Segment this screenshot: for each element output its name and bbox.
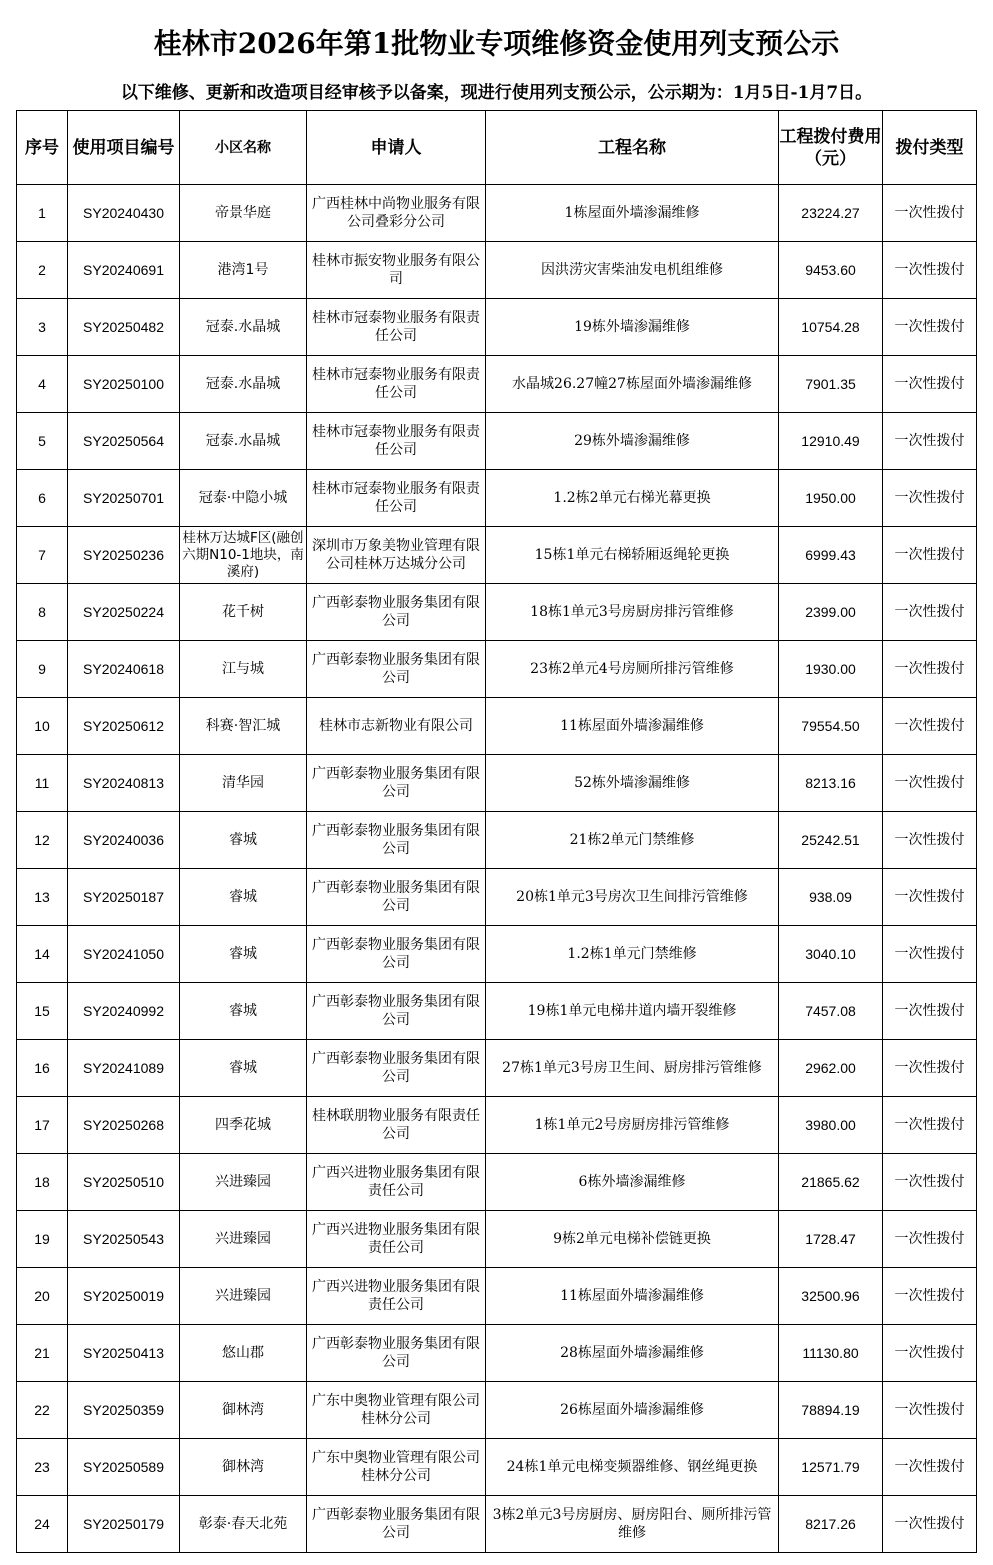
row-project-code: SY20250564 [68,413,180,470]
row-project-code: SY20250413 [68,1325,180,1382]
row-community: 四季花城 [180,1097,307,1154]
row-community: 科赛·智汇城 [180,698,307,755]
row-community: 悠山郡 [180,1325,307,1382]
row-project-name: 1.2栋2单元右梯光幕更换 [486,470,779,527]
row-index: 22 [17,1382,68,1439]
row-community: 兴进臻园 [180,1154,307,1211]
row-amount: 1950.00 [779,470,883,527]
row-applicant: 广西彰泰物业服务集团有限公司 [307,812,486,869]
row-pay-type: 一次性拨付 [883,812,977,869]
row-pay-type: 一次性拨付 [883,527,977,584]
row-applicant: 广东中奥物业管理有限公司桂林分公司 [307,1439,486,1496]
table-row [17,1382,977,1439]
row-applicant: 广东中奥物业管理有限公司桂林分公司 [307,1382,486,1439]
row-index: 11 [17,755,68,812]
row-amount: 23224.27 [779,185,883,242]
table-row [17,641,977,698]
row-applicant: 广西兴进物业服务集团有限责任公司 [307,1211,486,1268]
row-project-name: 水晶城26.27幢27栋屋面外墙渗漏维修 [486,356,779,413]
row-project-code: SY20240618 [68,641,180,698]
row-applicant: 广西兴进物业服务集团有限责任公司 [307,1154,486,1211]
row-project-name: 1栋屋面外墙渗漏维修 [486,185,779,242]
header-applicant: 申请人 [307,111,486,185]
row-applicant: 广西彰泰物业服务集团有限公司 [307,983,486,1040]
row-community: 冠泰·中隐小城 [180,470,307,527]
row-community: 睿城 [180,812,307,869]
row-project-name: 因洪涝灾害柴油发电机组维修 [486,242,779,299]
row-project-code: SY20250019 [68,1268,180,1325]
row-pay-type: 一次性拨付 [883,869,977,926]
row-index: 21 [17,1325,68,1382]
row-applicant: 桂林市冠泰物业服务有限责任公司 [307,299,486,356]
row-index: 2 [17,242,68,299]
row-project-name: 20栋1单元3号房次卫生间排污管维修 [486,869,779,926]
row-amount: 32500.96 [779,1268,883,1325]
row-applicant: 广西彰泰物业服务集团有限公司 [307,641,486,698]
row-project-code: SY20250482 [68,299,180,356]
table-row [17,926,977,983]
row-project-name: 23栋2单元4号房厕所排污管维修 [486,641,779,698]
row-applicant: 广西彰泰物业服务集团有限公司 [307,869,486,926]
row-applicant: 桂林市冠泰物业服务有限责任公司 [307,470,486,527]
table-row [17,1325,977,1382]
row-community: 兴进臻园 [180,1268,307,1325]
row-community: 彰泰·春天北苑 [180,1496,307,1553]
row-project-code: SY20250187 [68,869,180,926]
row-index: 5 [17,413,68,470]
row-project-name: 9栋2单元电梯补偿链更换 [486,1211,779,1268]
row-project-code: SY20250612 [68,698,180,755]
row-project-name: 27栋1单元3号房卫生间、厨房排污管维修 [486,1040,779,1097]
row-project-code: SY20250543 [68,1211,180,1268]
row-amount: 12571.79 [779,1439,883,1496]
row-applicant: 广西彰泰物业服务集团有限公司 [307,1040,486,1097]
table-row [17,1211,977,1268]
row-project-code: SY20250359 [68,1382,180,1439]
row-pay-type: 一次性拨付 [883,299,977,356]
table-row [17,1097,977,1154]
row-index: 24 [17,1496,68,1553]
row-project-code: SY20241050 [68,926,180,983]
row-project-code: SY20240036 [68,812,180,869]
row-pay-type: 一次性拨付 [883,1439,977,1496]
table-row [17,755,977,812]
row-project-name: 18栋1单元3号房厨房排污管维修 [486,584,779,641]
header-amount: 工程拨付费用（元） [779,111,883,185]
row-applicant: 桂林市振安物业服务有限公司 [307,242,486,299]
row-project-name: 28栋屋面外墙渗漏维修 [486,1325,779,1382]
row-amount: 11130.80 [779,1325,883,1382]
row-project-code: SY20250701 [68,470,180,527]
row-amount: 2962.00 [779,1040,883,1097]
table-row [17,1439,977,1496]
row-community: 冠泰.水晶城 [180,299,307,356]
row-index: 13 [17,869,68,926]
row-index: 6 [17,470,68,527]
row-community: 港湾1号 [180,242,307,299]
row-project-name: 24栋1单元电梯变频器维修、钢丝绳更换 [486,1439,779,1496]
row-pay-type: 一次性拨付 [883,1097,977,1154]
row-pay-type: 一次性拨付 [883,185,977,242]
row-amount: 10754.28 [779,299,883,356]
row-applicant: 桂林联朋物业服务有限责任公司 [307,1097,486,1154]
row-index: 7 [17,527,68,584]
header-project: 工程名称 [486,111,779,185]
row-community: 清华园 [180,755,307,812]
row-community: 御林湾 [180,1382,307,1439]
row-pay-type: 一次性拨付 [883,1382,977,1439]
table-row [17,812,977,869]
row-index: 1 [17,185,68,242]
table-header-row [17,111,977,185]
row-applicant: 桂林市冠泰物业服务有限责任公司 [307,356,486,413]
row-pay-type: 一次性拨付 [883,1268,977,1325]
header-index: 序号 [17,111,68,185]
row-amount: 12910.49 [779,413,883,470]
row-applicant: 广西兴进物业服务集团有限责任公司 [307,1268,486,1325]
row-index: 16 [17,1040,68,1097]
row-project-code: SY20240691 [68,242,180,299]
row-community: 冠泰.水晶城 [180,356,307,413]
row-project-name: 1.2栋1单元门禁维修 [486,926,779,983]
row-index: 9 [17,641,68,698]
row-project-name: 52栋外墙渗漏维修 [486,755,779,812]
row-pay-type: 一次性拨付 [883,698,977,755]
row-project-code: SY20240992 [68,983,180,1040]
row-applicant: 深圳市万象美物业管理有限公司桂林万达城分公司 [307,527,486,584]
table-row [17,1040,977,1097]
row-project-code: SY20250100 [68,356,180,413]
row-pay-type: 一次性拨付 [883,1211,977,1268]
row-amount: 79554.50 [779,698,883,755]
row-pay-type: 一次性拨付 [883,1325,977,1382]
row-pay-type: 一次性拨付 [883,1040,977,1097]
table-row [17,1154,977,1211]
row-project-name: 19栋1单元电梯井道内墙开裂维修 [486,983,779,1040]
row-amount: 938.09 [779,869,883,926]
table-body [17,185,977,1553]
row-community: 帝景华庭 [180,185,307,242]
row-pay-type: 一次性拨付 [883,242,977,299]
table-row [17,356,977,413]
header-pay-type: 拨付类型 [883,111,977,185]
table-row [17,185,977,242]
table-row [17,584,977,641]
row-project-code: SY20250179 [68,1496,180,1553]
row-index: 3 [17,299,68,356]
row-amount: 8217.26 [779,1496,883,1553]
header-community: 小区名称 [180,111,307,185]
row-applicant: 广西彰泰物业服务集团有限公司 [307,926,486,983]
table-row [17,983,977,1040]
row-community: 睿城 [180,983,307,1040]
row-amount: 3040.10 [779,926,883,983]
row-community: 桂林万达城F区(融创六期N10-1地块，南溪府) [180,527,307,584]
row-community: 兴进臻园 [180,1211,307,1268]
row-project-name: 21栋2单元门禁维修 [486,812,779,869]
row-amount: 21865.62 [779,1154,883,1211]
table-row [17,869,977,926]
row-project-code: SY20250268 [68,1097,180,1154]
row-amount: 3980.00 [779,1097,883,1154]
row-index: 12 [17,812,68,869]
row-amount: 7457.08 [779,983,883,1040]
row-applicant: 桂林市冠泰物业服务有限责任公司 [307,413,486,470]
table-row [17,1496,977,1553]
table-row [17,413,977,470]
row-project-code: SY20241089 [68,1040,180,1097]
row-project-name: 29栋外墙渗漏维修 [486,413,779,470]
table-row [17,299,977,356]
row-amount: 1930.00 [779,641,883,698]
row-community: 睿城 [180,1040,307,1097]
row-pay-type: 一次性拨付 [883,1154,977,1211]
row-project-code: SY20250510 [68,1154,180,1211]
table-row [17,470,977,527]
row-community: 花千树 [180,584,307,641]
row-pay-type: 一次性拨付 [883,413,977,470]
row-project-code: SY20240813 [68,755,180,812]
notice-subtitle: 以下维修、更新和改造项目经审核予以备案，现进行使用列支预公示，公示期为：1月5日-1月7日。 [120,83,873,103]
row-amount: 1728.47 [779,1211,883,1268]
row-applicant: 广西彰泰物业服务集团有限公司 [307,1496,486,1553]
table-row [17,242,977,299]
row-amount: 9453.60 [779,242,883,299]
row-community: 睿城 [180,926,307,983]
row-amount: 2399.00 [779,584,883,641]
row-index: 23 [17,1439,68,1496]
row-applicant: 桂林市志新物业有限公司 [307,698,486,755]
row-pay-type: 一次性拨付 [883,755,977,812]
row-amount: 25242.51 [779,812,883,869]
row-index: 18 [17,1154,68,1211]
row-project-name: 26栋屋面外墙渗漏维修 [486,1382,779,1439]
row-community: 江与城 [180,641,307,698]
row-pay-type: 一次性拨付 [883,1496,977,1553]
row-project-name: 11栋屋面外墙渗漏维修 [486,1268,779,1325]
row-applicant: 广西桂林中尚物业服务有限公司叠彩分公司 [307,185,486,242]
row-pay-type: 一次性拨付 [883,926,977,983]
row-index: 20 [17,1268,68,1325]
row-index: 8 [17,584,68,641]
row-project-name: 3栋2单元3号房厨房、厨房阳台、厕所排污管维修 [486,1496,779,1553]
row-applicant: 广西彰泰物业服务集团有限公司 [307,755,486,812]
row-project-name: 1栋1单元2号房厨房排污管维修 [486,1097,779,1154]
row-index: 17 [17,1097,68,1154]
row-project-code: SY20240430 [68,185,180,242]
table-row [17,1268,977,1325]
row-project-code: SY20250589 [68,1439,180,1496]
row-pay-type: 一次性拨付 [883,470,977,527]
table-row [17,698,977,755]
row-community: 冠泰.水晶城 [180,413,307,470]
row-pay-type: 一次性拨付 [883,356,977,413]
row-pay-type: 一次性拨付 [883,983,977,1040]
row-applicant: 广西彰泰物业服务集团有限公司 [307,584,486,641]
row-community: 御林湾 [180,1439,307,1496]
row-project-name: 6栋外墙渗漏维修 [486,1154,779,1211]
row-project-code: SY20250236 [68,527,180,584]
row-project-name: 19栋外墙渗漏维修 [486,299,779,356]
row-index: 19 [17,1211,68,1268]
row-index: 4 [17,356,68,413]
row-amount: 7901.35 [779,356,883,413]
row-applicant: 广西彰泰物业服务集团有限公司 [307,1325,486,1382]
row-index: 14 [17,926,68,983]
row-project-name: 11栋屋面外墙渗漏维修 [486,698,779,755]
header-code: 使用项目编号 [68,111,180,185]
row-pay-type: 一次性拨付 [883,641,977,698]
table-row [17,527,977,584]
row-index: 10 [17,698,68,755]
disbursement-table [16,110,977,1553]
page-title: 桂林市2026年第1批物业专项维修资金使用列支预公示 [153,27,840,60]
row-pay-type: 一次性拨付 [883,584,977,641]
row-community: 睿城 [180,869,307,926]
row-amount: 8213.16 [779,755,883,812]
row-project-name: 15栋1单元右梯轿厢返绳轮更换 [486,527,779,584]
row-index: 15 [17,983,68,1040]
row-amount: 78894.19 [779,1382,883,1439]
row-amount: 6999.43 [779,527,883,584]
row-project-code: SY20250224 [68,584,180,641]
